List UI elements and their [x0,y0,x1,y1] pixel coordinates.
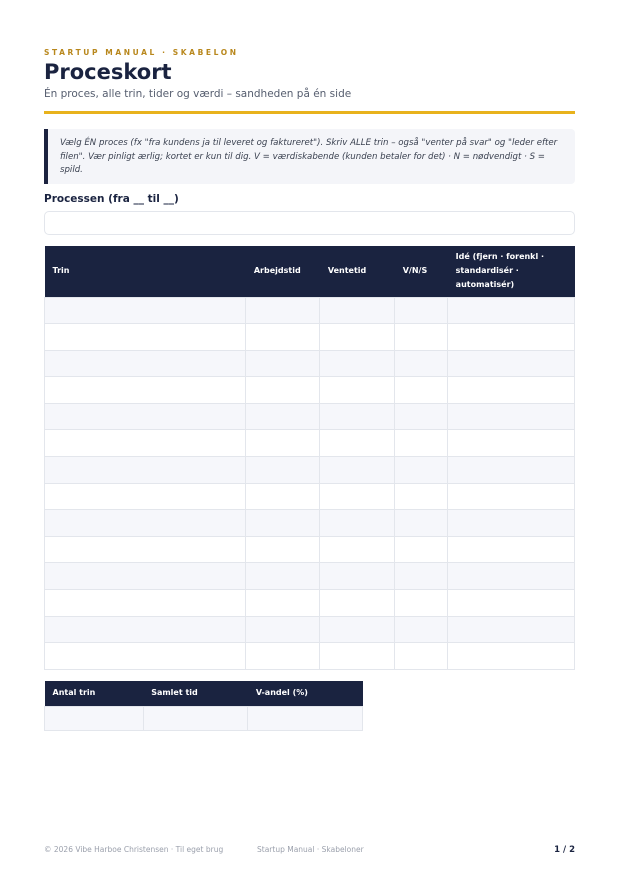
work-time-cell[interactable] [246,590,320,617]
work-time-cell[interactable] [246,377,320,404]
table-row [45,324,575,351]
wait-time-cell[interactable] [320,536,395,563]
vns-cell[interactable] [395,430,448,457]
table-row [45,350,575,377]
step-cell[interactable] [45,350,246,377]
vns-cell[interactable] [395,510,448,537]
step-cell[interactable] [45,510,246,537]
wait-time-cell[interactable] [320,483,395,510]
idea-cell[interactable] [448,536,575,563]
vns-cell[interactable] [395,536,448,563]
column-header-total-time: Samlet tid [143,681,248,706]
wait-time-cell[interactable] [320,616,395,643]
step-cell[interactable] [45,643,246,670]
wait-time-cell[interactable] [320,510,395,537]
vns-cell[interactable] [395,563,448,590]
work-time-cell[interactable] [246,643,320,670]
step-cell[interactable] [45,536,246,563]
step-cell[interactable] [45,457,246,484]
work-time-cell[interactable] [246,430,320,457]
idea-cell[interactable] [448,430,575,457]
idea-cell[interactable] [448,324,575,351]
table-row [45,616,575,643]
summary-header-row [45,681,363,706]
idea-cell[interactable] [448,616,575,643]
vns-cell[interactable] [395,643,448,670]
idea-cell[interactable] [448,510,575,537]
instructions-note: Vælg ÉN proces (fx "fra kundens ja til leveret og faktureret"). Skriv ALLE trin – også "venter på svar" og "leder efter filen". Vær pinligt ærlig; kortet er kun til dig. V = værdiskabende (kunden betaler for det) · N = nødvendigt · S = spild. [44,129,575,184]
idea-cell[interactable] [448,377,575,404]
summary-table [44,681,363,731]
column-header-step-count: Antal trin [45,681,144,706]
column-header-idea: Idé (fjern · forenkl · standardisér · automatisér) [448,246,575,297]
wait-time-cell[interactable] [320,590,395,617]
wait-time-cell[interactable] [320,297,395,324]
process-label: Processen (fra __ til __) [44,193,179,205]
table-row [45,563,575,590]
work-time-cell[interactable] [246,350,320,377]
idea-cell[interactable] [448,483,575,510]
value-share-cell[interactable] [248,706,363,730]
column-header-value-share: V-andel (%) [248,681,363,706]
vns-cell[interactable] [395,350,448,377]
vns-cell[interactable] [395,403,448,430]
wait-time-cell[interactable] [320,430,395,457]
work-time-cell[interactable] [246,297,320,324]
vns-cell[interactable] [395,590,448,617]
process-steps-table [44,246,575,670]
wait-time-cell[interactable] [320,403,395,430]
table-row [45,510,575,537]
wait-time-cell[interactable] [320,377,395,404]
column-header-vns: V/N/S [395,246,448,297]
eyebrow-label: STARTUP MANUAL · SKABELON [44,48,239,57]
table-row [45,643,575,670]
work-time-cell[interactable] [246,616,320,643]
idea-cell[interactable] [448,403,575,430]
idea-cell[interactable] [448,350,575,377]
work-time-cell[interactable] [246,324,320,351]
step-cell[interactable] [45,403,246,430]
table-row [45,430,575,457]
wait-time-cell[interactable] [320,643,395,670]
wait-time-cell[interactable] [320,350,395,377]
idea-cell[interactable] [448,590,575,617]
table-row [45,536,575,563]
work-time-cell[interactable] [246,536,320,563]
vns-cell[interactable] [395,483,448,510]
vns-cell[interactable] [395,324,448,351]
column-header-wait-time: Ventetid [320,246,395,297]
idea-cell[interactable] [448,297,575,324]
footer-copyright: © 2026 Vibe Harboe Christensen · Til eget brug [44,845,224,854]
work-time-cell[interactable] [246,563,320,590]
work-time-cell[interactable] [246,510,320,537]
step-count-cell[interactable] [45,706,144,730]
step-cell[interactable] [45,297,246,324]
work-time-cell[interactable] [246,457,320,484]
table-row [45,590,575,617]
step-cell[interactable] [45,616,246,643]
wait-time-cell[interactable] [320,563,395,590]
summary-row [45,706,363,730]
vns-cell[interactable] [395,297,448,324]
table-row [45,377,575,404]
process-field[interactable] [44,211,575,235]
work-time-cell[interactable] [246,483,320,510]
column-header-work-time: Arbejdstid [246,246,320,297]
table-row [45,457,575,484]
idea-cell[interactable] [448,457,575,484]
page-title: Proceskort [44,60,172,84]
step-cell[interactable] [45,377,246,404]
wait-time-cell[interactable] [320,457,395,484]
step-cell[interactable] [45,563,246,590]
wait-time-cell[interactable] [320,324,395,351]
table-row [45,483,575,510]
step-cell[interactable] [45,590,246,617]
step-cell[interactable] [45,483,246,510]
page-number: 1 / 2 [554,845,575,855]
table-row [45,297,575,324]
step-cell[interactable] [45,430,246,457]
page-subtitle: Én proces, alle trin, tider og værdi – sandheden på én side [44,88,352,100]
total-time-cell[interactable] [143,706,248,730]
step-cell[interactable] [45,324,246,351]
table-header-row [45,246,575,297]
title-divider [44,111,575,114]
idea-cell[interactable] [448,643,575,670]
column-header-step: Trin [45,246,246,297]
process-steps-body [45,297,575,669]
vns-cell[interactable] [395,377,448,404]
table-row [45,403,575,430]
work-time-cell[interactable] [246,403,320,430]
idea-cell[interactable] [448,563,575,590]
footer-section: Startup Manual · Skabeloner [257,845,364,854]
vns-cell[interactable] [395,457,448,484]
vns-cell[interactable] [395,616,448,643]
